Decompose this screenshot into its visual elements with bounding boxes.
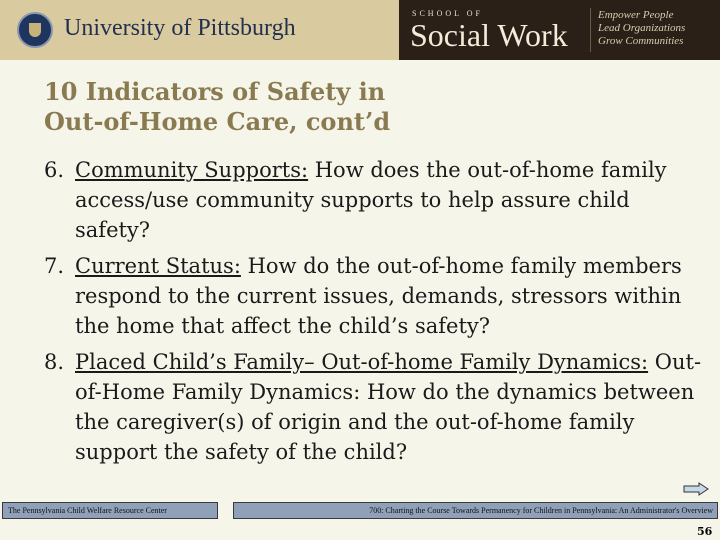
title-line: Out-of-Home Care, cont’d	[44, 107, 391, 136]
list-item	[44, 155, 704, 245]
item-text: How does the out-of-home family access/use community supports to help assure child safety?	[75, 158, 667, 242]
item-number: 8.	[44, 350, 65, 374]
slide-title	[44, 77, 390, 137]
list-item	[44, 251, 704, 341]
item-label: Community Supports:	[75, 158, 309, 182]
list-item	[44, 347, 704, 467]
item-label: Current Status:	[75, 254, 241, 278]
divider	[590, 8, 591, 52]
university-seal-icon	[17, 12, 53, 48]
item-content	[75, 251, 704, 341]
social-work-label: Social Work	[410, 17, 568, 53]
tagline-line: Grow Communities	[598, 35, 684, 47]
indicator-list	[44, 155, 704, 473]
next-slide-arrow-icon[interactable]	[683, 481, 709, 500]
footer-right: 700: Charting the Course Towards Permanency for Children in Pennsylvania: An Administrator's Overview	[233, 502, 718, 519]
title-line: 10 Indicators of Safety in	[44, 77, 386, 106]
item-text: How do the out-of-home family members respond to the current issues, demands, stressors within the home that affect the child’s safety?	[75, 254, 682, 338]
item-number: 6.	[44, 158, 65, 182]
item-label: Placed Child’s Family– Out-of-home Family Dynamics:	[75, 350, 649, 374]
tagline	[598, 9, 685, 48]
item-content	[75, 347, 704, 467]
header-left	[0, 0, 399, 60]
item-content	[75, 155, 704, 245]
footer-left: The Pennsylvania Child Welfare Resource Center	[2, 502, 218, 519]
item-number: 7.	[44, 254, 65, 278]
page-number: 56	[697, 525, 713, 538]
item-text: Out-of-Home Family Dynamics: How do the dynamics between the caregiver(s) of origin and the out-of-home family support the safety of the child?	[75, 350, 702, 464]
university-name: University of Pittsburgh	[64, 15, 296, 41]
school-of-label: SCHOOL OF	[412, 9, 483, 18]
tagline-line: Empower People	[598, 9, 674, 21]
tagline-line: Lead Organizations	[598, 22, 686, 34]
